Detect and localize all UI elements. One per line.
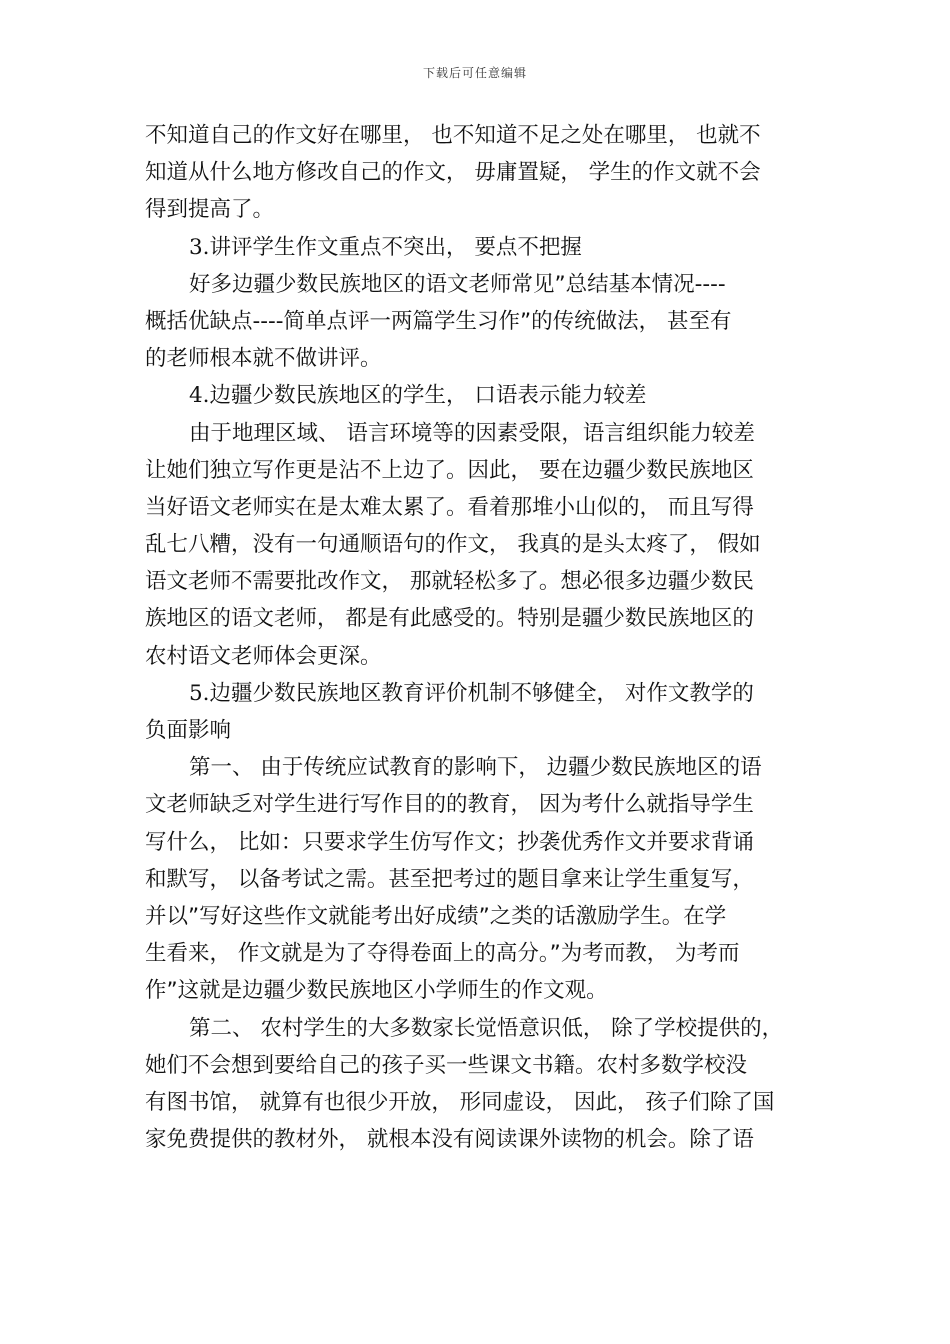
text-line: 当好语文老师实在是太难太累了。看着那堆小山似的， 而且写得 bbox=[145, 494, 754, 520]
text-line: 乱七八糟，没有一句通顺语句的作文， 我真的是头太疼了， 假如 bbox=[145, 532, 761, 558]
text-line: 概括优缺点----简单点评一两篇学生习作”的传统做法， 甚至有 bbox=[145, 308, 732, 334]
text-line: 负面影响 bbox=[145, 718, 232, 743]
text-line: 不知道自己的作文好在哪里， 也不知道不足之处在哪里， 也就不 bbox=[145, 123, 761, 148]
section-heading-4: 4.边疆少数民族地区的学生， 口语表示能力较差 bbox=[189, 383, 647, 409]
text-line: 第二、 农村学生的大多数家长觉悟意识低， 除了学校提供的， bbox=[189, 1015, 784, 1041]
text-line: 好多边疆少数民族地区的语文老师常见”总结基本情况---- bbox=[189, 271, 726, 297]
text-line: 作”这就是边疆少数民族地区小学师生的作文观。 bbox=[145, 978, 608, 1004]
text-line: 知道从什么地方修改自己的作文， 毋庸置疑， 学生的作文就不会 bbox=[145, 160, 761, 186]
text-line: 第一、 由于传统应试教育的影响下， 边疆少数民族地区的语 bbox=[189, 755, 762, 781]
text-line: 由于地理区域、 语言环境等的因素受限，语言组织能力较差 bbox=[189, 420, 755, 446]
text-line: 她们不会想到要给自己的孩子买一些课文书籍。农村多数学校没 bbox=[145, 1052, 748, 1078]
text-line: 有图书馆， 就算有也很少开放， 形同虚设， 因此， 孩子们除了国 bbox=[145, 1089, 775, 1115]
page-header: 下载后可任意编辑 bbox=[422, 66, 527, 80]
text-line: 写什么， 比如：只要求学生仿写作文；抄袭优秀作文并要求背诵 bbox=[145, 829, 754, 855]
text-line: 的老师根本就不做讲评。 bbox=[145, 346, 382, 372]
text-line: 和默写， 以备考试之需。甚至把考过的题目拿来让学生重复写， bbox=[145, 866, 754, 892]
text-line: 让她们独立写作更是沾不上边了。因此， 要在边疆少数民族地区 bbox=[145, 457, 754, 483]
text-line: 并以”写好这些作文就能考出好成绩”之类的话激励学生。在学 bbox=[145, 903, 727, 929]
text-line: 家免费提供的教材外， 就根本没有阅读课外读物的机会。除了语 bbox=[145, 1127, 754, 1153]
text-line: 语文老师不需要批改作文， 那就轻松多了。想必很多边疆少数民 bbox=[145, 569, 754, 595]
section-heading-3: 3.讲评学生作文重点不突出， 要点不把握 bbox=[189, 234, 582, 260]
text-line: 文老师缺乏对学生进行写作目的的教育， 因为考什么就指导学生 bbox=[145, 792, 754, 818]
text-line: 得到提高了。 bbox=[145, 197, 275, 223]
section-heading-5: 5.边疆少数民族地区教育评价机制不够健全， 对作文教学的 bbox=[189, 680, 754, 706]
text-line: 生看来， 作文就是为了夺得卷面上的高分。”为考而教， 为考而 bbox=[145, 941, 740, 967]
text-line: 农村语文老师体会更深。 bbox=[145, 643, 382, 669]
document-body bbox=[145, 117, 815, 1158]
text-line: 族地区的语文老师， 都是有此感受的。特别是疆少数民族地区的 bbox=[145, 606, 754, 632]
